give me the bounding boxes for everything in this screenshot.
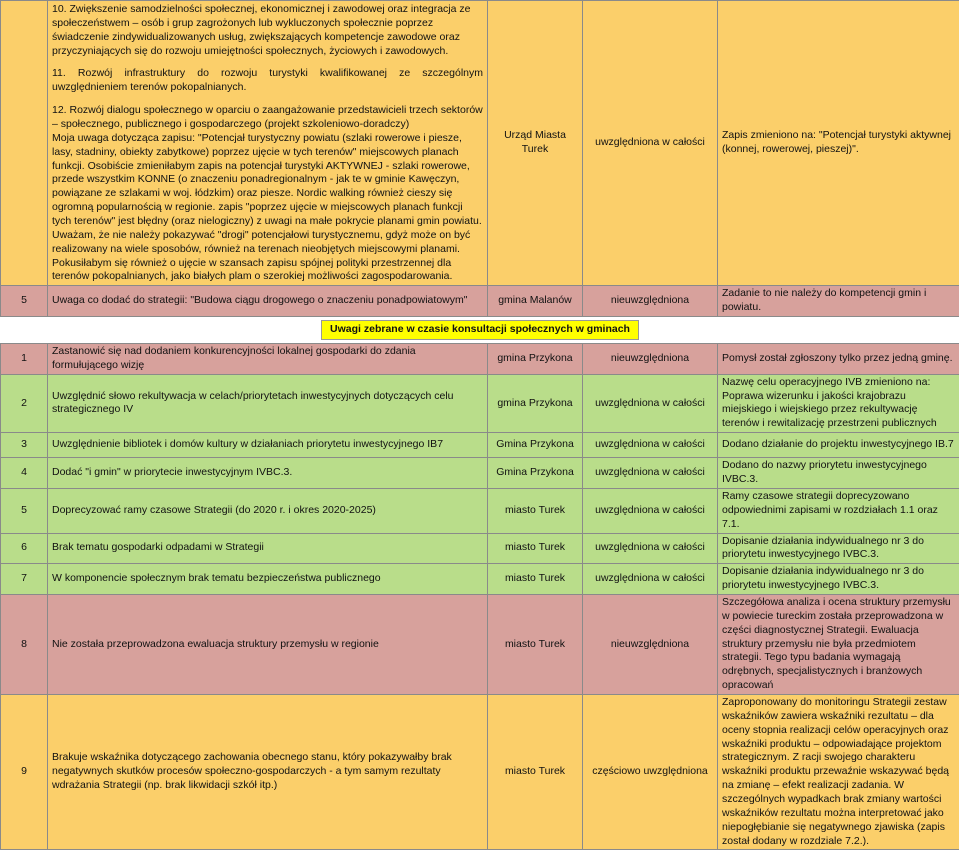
table-row: [1, 458, 959, 489]
comment-cell: Zastanowić się nad dodaniem konkurencyjności lokalnej gospodarki do zdania formułującego wizję: [48, 344, 488, 375]
row-number: 1: [1, 344, 48, 375]
table-row: [1, 594, 959, 694]
table-row: [1, 694, 959, 849]
source-cell: gmina Malanów: [488, 286, 583, 317]
comment-paragraph: 11. Rozwój infrastruktury do rozwoju turystyki kwalifikowanej ze szczególnym uwzględnieniem terenów pokopalnianych.: [52, 67, 483, 95]
status-cell: uwzględniona w całości: [583, 458, 718, 489]
table-row: [1, 374, 959, 432]
table-row: [1, 1, 959, 286]
status-cell: uwzględniona w całości: [583, 1, 718, 286]
response-cell: Dopisanie działania indywidualnego nr 3 do priorytetu inwestycyjnego IVBC.3.: [718, 533, 959, 564]
comment-paragraph: 12. Rozwój dialogu społecznego w oparciu o zaangażowanie przedstawicieli trzech sektorów – społecznego, publicznego i gospodarczego (projekt szkoleniowo-doradczy): [52, 104, 483, 132]
status-cell: nieuwzględniona: [583, 286, 718, 317]
comment-cell: Uwzględnienie bibliotek i domów kultury w działaniach priorytetu inwestycyjnego IB7: [48, 433, 488, 458]
source-cell: Urząd Miasta Turek: [488, 1, 583, 286]
status-cell: uwzględniona w całości: [583, 433, 718, 458]
response-cell: Pomysł został zgłoszony tylko przez jedną gminę.: [718, 344, 959, 375]
source-cell: Gmina Przykona: [488, 433, 583, 458]
row-number: 4: [1, 458, 48, 489]
status-cell: nieuwzględniona: [583, 344, 718, 375]
source-cell: miasto Turek: [488, 694, 583, 849]
row-number: 8: [1, 594, 48, 694]
row-number: 5: [1, 488, 48, 533]
comment-cell: W komponencie społecznym brak tematu bezpieczeństwa publicznego: [48, 564, 488, 595]
comment-cell: Uwaga co dodać do strategii: "Budowa ciągu drogowego o znaczeniu ponadpowiatowym": [48, 286, 488, 317]
table-row: [1, 488, 959, 533]
source-cell: miasto Turek: [488, 564, 583, 595]
comment-paragraph: Moja uwaga dotycząca zapisu: "Potencjał turystyczny powiatu (szlaki rowerowe i piesze, lasy, stadniny, obiekty zabytkowe) poprzez ujęcie w tych terenów" miejscowych planach funkcji. Osobiście zmieniłabym zapis na potencjał turystyki AKTYWNEJ - szlaki rowerowe, przede wszystkim KONNE (o znaczeniu ponadregionalnym - jak te w gminie Kawęczyn, powiązane ze szlakami w woj. łódzkim) oraz piesze. Nordic walking również cieszy się ogromną popularnością w regionie. zapis "poprzez ujęcie w miejscowych planach funkcji tych terenów" jest błędny (oraz nielogiczny) z uwagi na małe pokrycie planami gmin powiatu. Uważam, że nie należy pokazywać "drogi" potencjałowi turystycznemu, gdyż może on być realizowany na wiele sposobów, również na terenach nieobjętych miejscowymi planami. Pokusiłabym się również o ujęcie w szansach zapisu spójnej polityki przestrzennej dla terenów pokopalnianych, jako białych plam o szerokiej możliwości zagospodarowania.: [52, 132, 483, 284]
section-title: Uwagi zebrane w czasie konsultacji społecznych w gminach: [321, 320, 639, 340]
response-cell: Dodano do nazwy priorytetu inwestycyjnego IVBC.3.: [718, 458, 959, 489]
status-cell: nieuwzględniona: [583, 594, 718, 694]
response-cell: Dopisanie działania indywidualnego nr 3 do priorytetu inwestycyjnego IVBC.3.: [718, 564, 959, 595]
comment-cell: Brak tematu gospodarki odpadami w Strategii: [48, 533, 488, 564]
comment-cell: Nie została przeprowadzona ewaluacja struktury przemysłu w regionie: [48, 594, 488, 694]
comment-cell: Brakuje wskaźnika dotyczącego zachowania obecnego stanu, który pokazywałby brak negatywnych skutków procesów społeczno-gospodarczych - a tym samym rezultaty wdrażania Strategii (np. brak likwidacji szkół itp.): [48, 694, 488, 849]
source-cell: miasto Turek: [488, 488, 583, 533]
response-cell: Nazwę celu operacyjnego IVB zmieniono na: Poprawa wizerunku i jakości krajobrazu miejskiego i wiejskiego przez rekultywację terenów i rewitalizację przestrzeni publicznych: [718, 374, 959, 432]
response-cell: Zapis zmieniono na: "Potencjał turystyki aktywnej (konnej, rowerowej, pieszej)".: [718, 1, 959, 286]
table-row: [1, 286, 959, 317]
section-header-row: [1, 317, 959, 344]
status-cell: uwzględniona w całości: [583, 564, 718, 595]
source-cell: Gmina Przykona: [488, 458, 583, 489]
comment-cell: Uwzględnić słowo rekultywacja w celach/priorytetach inwestycyjnych dotyczących celu strategicznego IV: [48, 374, 488, 432]
table-row: [1, 533, 959, 564]
table-row: [1, 344, 959, 375]
response-cell: Zaproponowany do monitoringu Strategii zestaw wskaźników zawiera wskaźniki rezultatu – dla oceny stopnia realizacji celów operacyjnych oraz wskaźniki produktu – odpowiadające projektom strategicznym. Z racji swojego charakteru wskaźniki produktu przewaźnie wskazywać będą na zmianę – efekt realizacji zadania. W szczególnych wypadkach brak zmiany wartości wskaźników rezultatu można interpretować jako niepogłębianie się negatywnego zjawiska (zapis został dodany w rozdziale 7.2.).: [718, 694, 959, 849]
row-number: 2: [1, 374, 48, 432]
row-number: 5: [1, 286, 48, 317]
status-cell: uwzględniona w całości: [583, 374, 718, 432]
source-cell: gmina Przykona: [488, 344, 583, 375]
response-cell: Szczegółowa analiza i ocena struktury przemysłu w powiecie tureckim została przeprowadzona w części diagnostycznej Strategii. Ewaluacja struktury przemysłu nie była przedmiotem strategii. Tego typu badania wymagają odrębnych, specjalistycznych i branżowych opracowań: [718, 594, 959, 694]
comment-cell: Doprecyzować ramy czasowe Strategii (do 2020 r. i okres 2020-2025): [48, 488, 488, 533]
row-number: 3: [1, 433, 48, 458]
row-number: 7: [1, 564, 48, 595]
row-number: [1, 1, 48, 286]
comment-paragraph: 10. Zwiększenie samodzielności społecznej, ekonomicznej i zawodowej oraz integracja ze społeczeństwem – osób i grup zagrożonych lub wykluczonych społecznie poprzez świadczenie zindywidualizowanych usług, zwiększających kompetencje zawodowe oraz przyczyniających się do rozwoju umiejętności społecznych, życiowych i zawodowych.: [52, 3, 483, 58]
response-cell: Ramy czasowe strategii doprecyzowano odpowiednimi zapisami w rozdziałach 1.1 oraz 7.1.: [718, 488, 959, 533]
response-cell: Dodano działanie do projektu inwestycyjnego IB.7: [718, 433, 959, 458]
table-row: [1, 433, 959, 458]
status-cell: uwzględniona w całości: [583, 533, 718, 564]
source-cell: gmina Przykona: [488, 374, 583, 432]
source-cell: miasto Turek: [488, 533, 583, 564]
comment-cell: [48, 1, 488, 286]
status-cell: uwzględniona w całości: [583, 488, 718, 533]
table-row: [1, 564, 959, 595]
response-cell: Zadanie to nie należy do kompetencji gmin i powiatu.: [718, 286, 959, 317]
status-cell: częściowo uwzględniona: [583, 694, 718, 849]
row-number: 9: [1, 694, 48, 849]
source-cell: miasto Turek: [488, 594, 583, 694]
comment-cell: Dodać "i gmin" w priorytecie inwestycyjnym IVBC.3.: [48, 458, 488, 489]
row-number: 6: [1, 533, 48, 564]
